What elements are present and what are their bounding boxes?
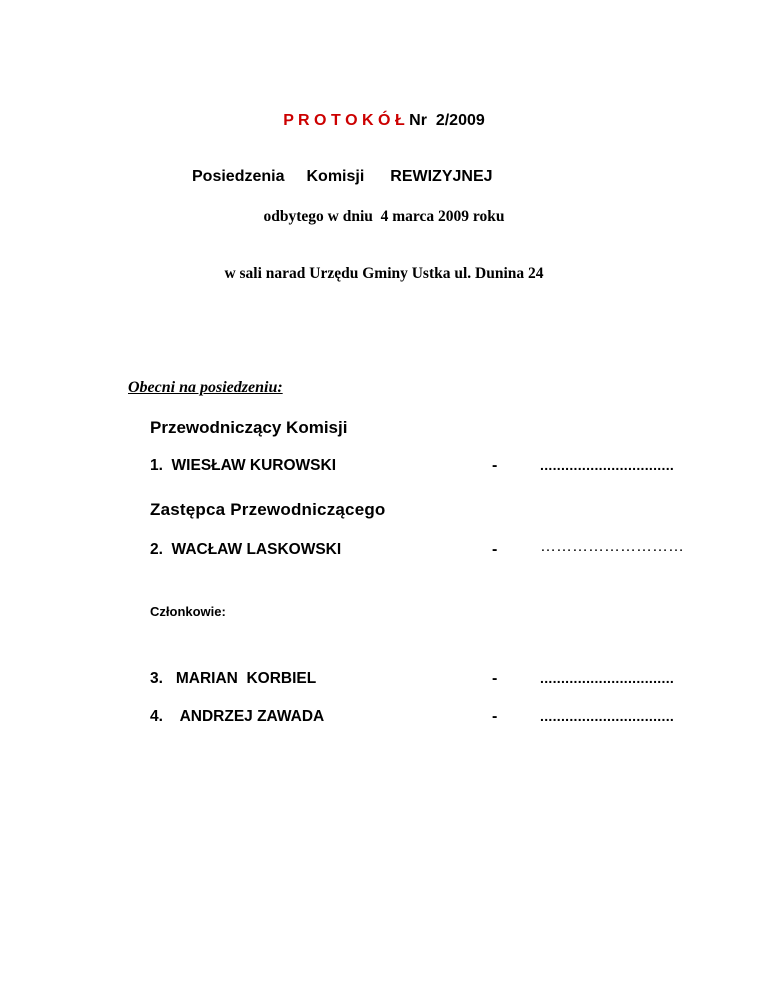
title-number: Nr 2/2009	[404, 112, 485, 129]
title-main: P R O T O K Ó Ł	[283, 112, 405, 129]
attendee-dash: -	[492, 670, 498, 687]
attendee-dash: -	[492, 708, 498, 725]
attendee-row	[0, 670, 768, 690]
signature-line: ................................	[540, 708, 675, 724]
meeting-date-line: odbytego w dniu 4 marca 2009 roku	[263, 208, 505, 225]
attendee-dash: -	[492, 457, 498, 474]
chair-heading: Przewodniczący Komisji	[150, 418, 348, 437]
signature-line: ................................	[540, 457, 675, 473]
deputy-chair-heading: Zastępca Przewodniczącego	[150, 500, 386, 519]
attendee-name: 1. WIESŁAW KUROWSKI	[150, 457, 336, 474]
attendee-row	[0, 457, 768, 477]
signature-line: ………………………	[540, 538, 684, 555]
document-title	[0, 112, 768, 130]
meeting-place-line: w sali narad Urzędu Gminy Ustka ul. Dunina 24	[224, 265, 544, 282]
attendee-name: 3. MARIAN KORBIEL	[150, 670, 317, 687]
subtitle-word-posiedzenia: Posiedzenia	[192, 168, 285, 185]
attendee-dash: -	[492, 541, 498, 558]
attendance-heading: Obecni na posiedzeniu:	[128, 379, 283, 396]
subtitle-word-komisji: Komisji	[306, 168, 365, 185]
attendee-name: 4. ANDRZEJ ZAWADA	[150, 708, 325, 725]
subtitle-word-rewizyjnej: REWIZYJNEJ	[390, 168, 493, 185]
attendee-name: 2. WACŁAW LASKOWSKI	[150, 541, 342, 558]
signature-line: ................................	[540, 670, 675, 686]
attendee-row	[0, 538, 768, 561]
members-heading: Członkowie:	[150, 604, 226, 619]
document-subtitle	[192, 168, 493, 186]
attendee-row	[0, 708, 768, 728]
